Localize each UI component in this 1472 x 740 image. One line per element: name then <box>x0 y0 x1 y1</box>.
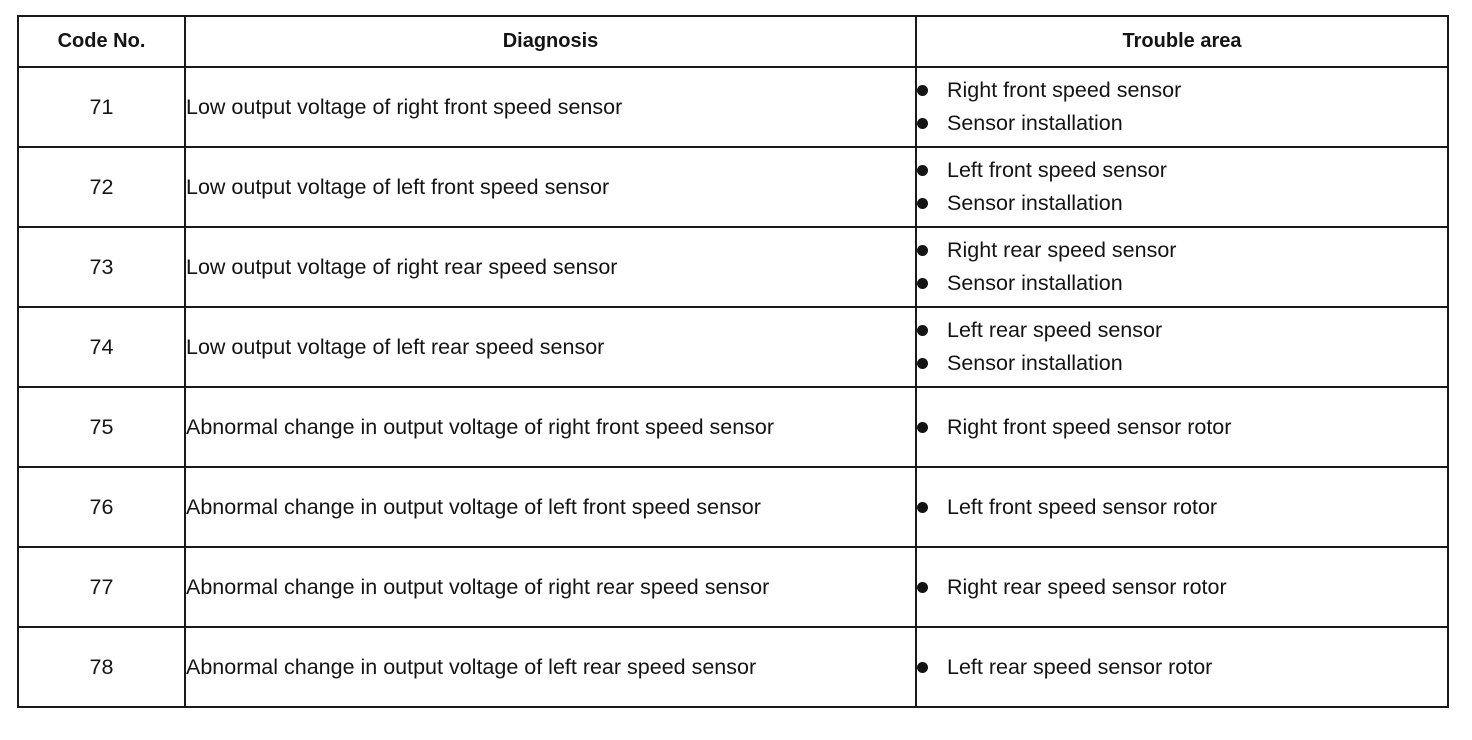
code-number-cell: 77 <box>18 547 185 627</box>
trouble-area-text: Sensor installation <box>947 191 1123 215</box>
table-row <box>18 387 1448 467</box>
bullet-icon <box>917 358 928 369</box>
diagnostic-code-table <box>17 15 1449 708</box>
diagnosis-cell <box>185 387 916 467</box>
trouble-area-text: Right front speed sensor rotor <box>947 414 1232 439</box>
trouble-area-item <box>917 234 1447 267</box>
diagnosis-cell <box>185 307 916 387</box>
trouble-area-item <box>917 267 1447 300</box>
trouble-area-item <box>917 314 1447 347</box>
trouble-area-text: Left front speed sensor <box>947 158 1167 182</box>
trouble-area-text: Right front speed sensor <box>947 78 1182 102</box>
code-number-cell: 71 <box>18 67 185 147</box>
code-number-cell: 73 <box>18 227 185 307</box>
diagnosis-text: Abnormal change in output voltage of left rear speed sensor <box>186 654 757 679</box>
diagnosis-cell <box>185 147 916 227</box>
trouble-area-cell <box>916 307 1448 387</box>
diagnosis-text: Abnormal change in output voltage of right rear speed sensor <box>186 574 770 599</box>
diagnosis-cell <box>185 627 916 707</box>
code-number-cell: 76 <box>18 467 185 547</box>
trouble-area-item <box>917 74 1447 107</box>
trouble-area-cell <box>916 627 1448 707</box>
code-number-cell: 74 <box>18 307 185 387</box>
table-header <box>18 16 1448 67</box>
diagnosis-cell <box>185 67 916 147</box>
trouble-area-item <box>917 651 1447 684</box>
trouble-area-text: Right rear speed sensor rotor <box>947 574 1227 599</box>
bullet-icon <box>917 245 928 256</box>
diagnosis-cell <box>185 547 916 627</box>
table-row <box>18 147 1448 227</box>
bullet-icon <box>917 85 928 96</box>
trouble-area-cell <box>916 147 1448 227</box>
table-row <box>18 627 1448 707</box>
table-row <box>18 67 1448 147</box>
bullet-icon <box>917 278 928 289</box>
trouble-area-item <box>917 187 1447 220</box>
trouble-area-text: Sensor installation <box>947 111 1123 135</box>
trouble-area-item <box>917 411 1447 444</box>
bullet-icon <box>917 582 928 593</box>
bullet-icon <box>917 422 928 433</box>
bullet-icon <box>917 662 928 673</box>
header-row <box>18 16 1448 67</box>
trouble-area-text: Sensor installation <box>947 271 1123 295</box>
trouble-area-text: Left rear speed sensor <box>947 318 1163 342</box>
trouble-area-cell <box>916 227 1448 307</box>
table-row <box>18 307 1448 387</box>
diagnosis-text: Low output voltage of left front speed sensor <box>186 174 610 199</box>
trouble-area-item <box>917 491 1447 524</box>
trouble-area-text: Left front speed sensor rotor <box>947 494 1218 519</box>
diagnosis-cell <box>185 467 916 547</box>
trouble-area-cell <box>916 467 1448 547</box>
trouble-area-cell <box>916 387 1448 467</box>
document-page <box>17 15 1447 708</box>
header-trouble-area: Trouble area <box>916 16 1448 67</box>
header-code-no: Code No. <box>18 16 185 67</box>
trouble-area-text: Left rear speed sensor rotor <box>947 654 1213 679</box>
trouble-area-item <box>917 154 1447 187</box>
bullet-icon <box>917 198 928 209</box>
bullet-icon <box>917 502 928 513</box>
trouble-area-text: Right rear speed sensor <box>947 238 1177 262</box>
trouble-area-text: Sensor installation <box>947 351 1123 375</box>
table-row <box>18 547 1448 627</box>
trouble-area-item <box>917 107 1447 140</box>
table-row <box>18 227 1448 307</box>
diagnosis-text: Low output voltage of right rear speed sensor <box>186 254 618 279</box>
table-row <box>18 467 1448 547</box>
code-number-cell: 78 <box>18 627 185 707</box>
code-number-cell: 72 <box>18 147 185 227</box>
bullet-icon <box>917 165 928 176</box>
diagnosis-text: Abnormal change in output voltage of right front speed sensor <box>186 414 775 439</box>
bullet-icon <box>917 118 928 129</box>
table-body <box>18 67 1448 707</box>
diagnosis-text: Low output voltage of left rear speed sensor <box>186 334 605 359</box>
trouble-area-item <box>917 571 1447 604</box>
code-number-cell: 75 <box>18 387 185 467</box>
diagnosis-text: Abnormal change in output voltage of left front speed sensor <box>186 494 761 519</box>
trouble-area-cell <box>916 67 1448 147</box>
trouble-area-item <box>917 347 1447 380</box>
header-diagnosis: Diagnosis <box>185 16 916 67</box>
diagnosis-text: Low output voltage of right front speed sensor <box>186 94 623 119</box>
trouble-area-cell <box>916 547 1448 627</box>
bullet-icon <box>917 325 928 336</box>
diagnosis-cell <box>185 227 916 307</box>
